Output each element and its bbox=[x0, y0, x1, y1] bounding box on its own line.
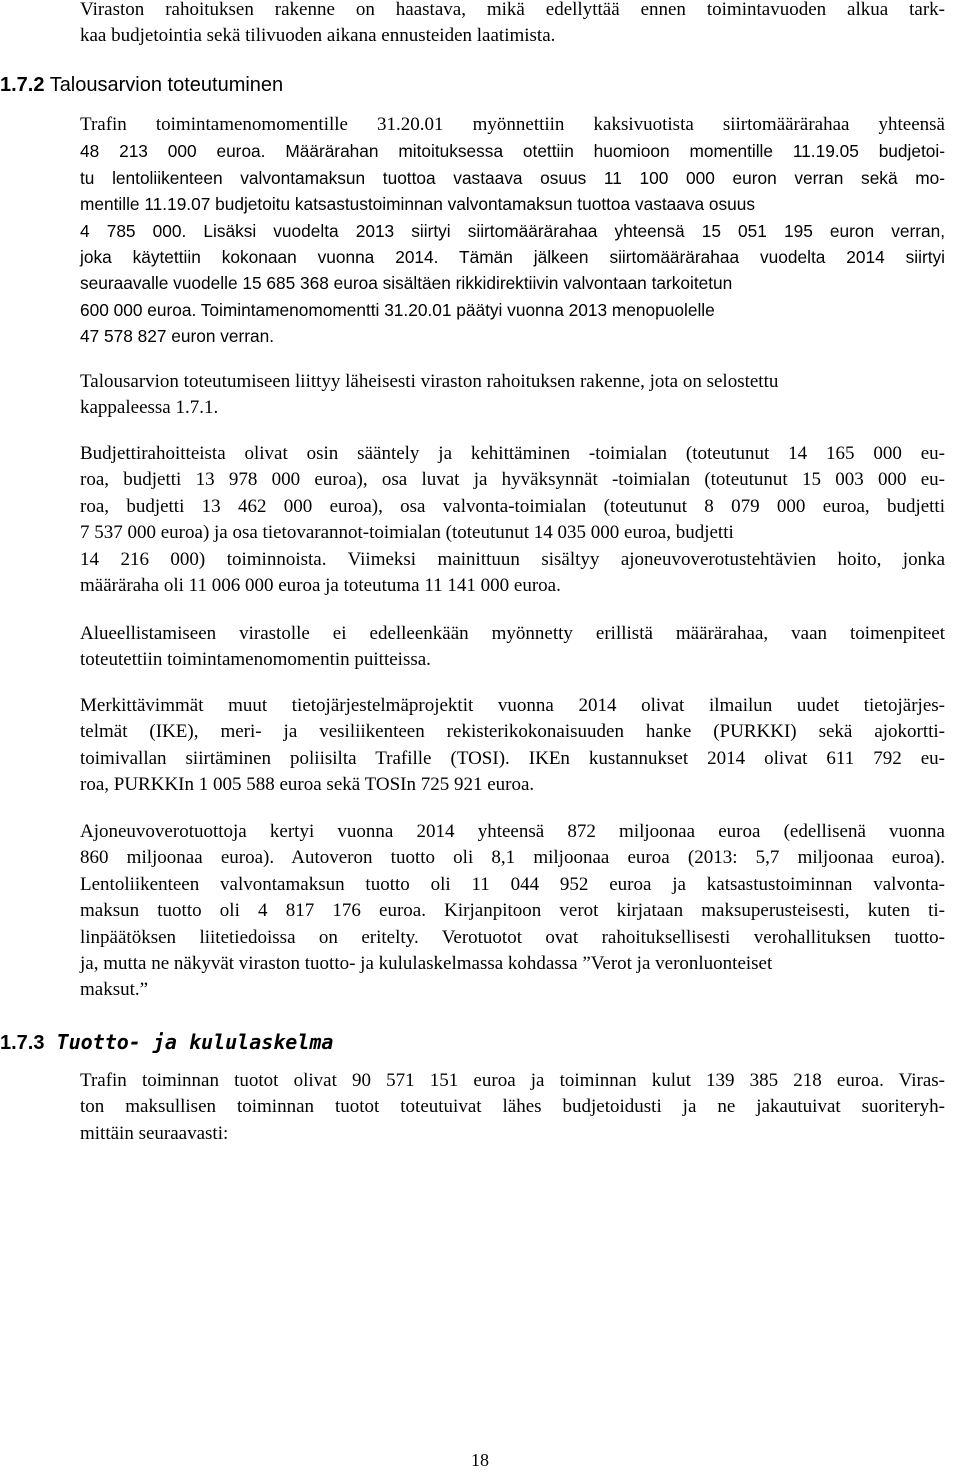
text-line: maksut.” bbox=[80, 979, 149, 1001]
paragraph bbox=[80, 819, 945, 1004]
text-line: toimivallan siirtäminen poliisilta Trafille (TOSI). IKEn kustannukset 2014 olivat 611 792 eu- bbox=[80, 747, 945, 769]
intro-paragraph bbox=[80, 0, 945, 50]
section-number: 1.7.3 bbox=[0, 1032, 45, 1054]
section-heading-1-7-2 bbox=[0, 74, 283, 97]
text-line: Ajoneuvoverotuottoja kertyi vuonna 2014 yhteensä 872 miljoonaa euroa (edellisenä vuonna bbox=[80, 821, 945, 842]
text-line: 600 000 euroa. Toimintamenomomentti 31.20.01 päätyi vuonna 2013 menopuolelle bbox=[80, 299, 715, 320]
paragraph bbox=[80, 112, 945, 350]
text-line: mentille 11.19.07 budjetoitu katsastustoiminnan valvontamaksun tuottoa vastaava osuus bbox=[80, 194, 756, 215]
text-line: telmät (IKE), meri- ja vesiliikenteen rekisterikokonaisuuden hanke (PURKKI) sekä ajokortti- bbox=[80, 721, 945, 743]
text-line: Trafin toiminnan tuotot olivat 90 571 151 euroa ja toiminnan kulut 139 385 218 euroa. Viras- bbox=[80, 1070, 945, 1091]
section-number: 1.7.2 bbox=[0, 74, 45, 96]
text-line: 4 785 000. Lisäksi vuodelta 2013 siirtyi siirtomäärärahaa yhteensä 15 051 195 euron verran, bbox=[80, 220, 945, 241]
text-line: Budjettirahoitteista olivat osin sääntely ja kehittäminen -toimialan (toteutunut 14 165 000 eu- bbox=[80, 443, 945, 464]
section-heading-1-7-3 bbox=[0, 1030, 333, 1055]
text-line: linpäätöksen liitetiedoissa on eritelty. Verotuotot ovat rahoituksellisesti verohallituksen tuotto- bbox=[80, 926, 945, 948]
text-line: Merkittävimmät muut tietojärjestelmäprojektit vuonna 2014 olivat ilmailun uudet tietojärjes- bbox=[80, 695, 945, 716]
text-line: 47 578 827 euron verran. bbox=[80, 326, 275, 347]
text-line: Alueellistamiseen virastolle ei edelleenkään myönnetty erillistä määrärahaa, vaan toimenpiteet bbox=[80, 623, 945, 644]
text-line: Trafin toimintamenomomentille 31.20.01 myönnettiin kaksivuotista siirtomäärärahaa yhteensä bbox=[80, 114, 945, 135]
paragraph bbox=[80, 369, 945, 422]
text-line: Viraston rahoituksen rakenne on haastava, mikä edellyttää ennen toimintavuoden alkua tark- bbox=[80, 0, 945, 20]
text-line: toteutettiin toimintamenomomentin puitteissa. bbox=[80, 649, 431, 671]
text-line: kappaleessa 1.7.1. bbox=[80, 397, 219, 419]
text-line: 860 miljoonaa euroa). Autoveron tuotto oli 8,1 miljoonaa euroa (2013: 5,7 miljoonaa euroa). bbox=[80, 847, 945, 869]
paragraph bbox=[80, 621, 945, 674]
paragraph bbox=[80, 693, 945, 799]
text-line: joka käytettiin kokonaan vuonna 2014. Tämän jälkeen siirtomäärärahaa vuodelta 2014 siirtyi bbox=[80, 246, 945, 267]
text-line: 7 537 000 euroa) ja osa tietovarannot-toimialan (toteutunut 14 035 000 euroa, budjetti bbox=[80, 522, 734, 544]
paragraph bbox=[80, 1068, 945, 1147]
section-title: Tuotto- ja kululaskelma bbox=[56, 1030, 334, 1054]
text-line: ton maksullisen toiminnan tuotot toteutuivat lähes budjetoidusti ja ne jakautuivat suoriteryh- bbox=[80, 1096, 945, 1118]
text-line: Talousarvion toteutumiseen liittyy läheisesti viraston rahoituksen rakenne, jota on selostettu bbox=[80, 371, 779, 392]
text-line: ja, mutta ne näkyvät viraston tuotto- ja kululaskelmassa kohdassa ”Verot ja veronluonteiset bbox=[80, 952, 773, 974]
text-line: roa, PURKKIn 1 005 588 euroa sekä TOSIn 725 921 euroa. bbox=[80, 774, 535, 796]
text-line: mittäin seuraavasti: bbox=[80, 1122, 229, 1144]
text-line: seuraavalle vuodelle 15 685 368 euroa sisältäen rikkidirektiivin valvontaan tarkoitetun bbox=[80, 273, 733, 294]
text-line: kaa budjetointia sekä tilivuoden aikana ennusteiden laatimista. bbox=[80, 25, 556, 47]
text-line: 14 216 000) toiminnoista. Viimeksi mainittuun sisältyy ajoneuvoverotustehtävien hoito, jonka bbox=[80, 548, 945, 570]
page-number: 18 bbox=[471, 1450, 489, 1470]
text-line: Lentoliikenteen valvontamaksun tuotto oli 11 044 952 euroa ja katsastustoiminnan valvonta- bbox=[80, 873, 945, 895]
paragraph bbox=[80, 441, 945, 599]
text-line: 48 213 000 euroa. Määrärahan mitoituksessa otettiin huomioon momentille 11.19.05 budjetoi- bbox=[80, 141, 945, 162]
text-line: tu lentoliikenteen valvontamaksun tuottoa vastaava osuus 11 100 000 euron verran sekä mo- bbox=[80, 167, 945, 188]
text-line: määräraha oli 11 006 000 euroa ja toteutuma 11 141 000 euroa. bbox=[80, 574, 561, 596]
text-line: roa, budjetti 13 978 000 euroa), osa luvat ja hyväksynnät -toimialan (toteutunut 15 003 000 eu- bbox=[80, 469, 945, 491]
section-title: Talousarvion toteutuminen bbox=[49, 74, 284, 96]
text-line: maksun tuotto oli 4 817 176 euroa. Kirjanpitoon verot kirjataan maksuperusteisesti, kuten ti- bbox=[80, 900, 945, 922]
text-line: roa, budjetti 13 462 000 euroa), osa valvonta-toimialan (toteutunut 8 079 000 euroa, budjetti bbox=[80, 495, 945, 517]
